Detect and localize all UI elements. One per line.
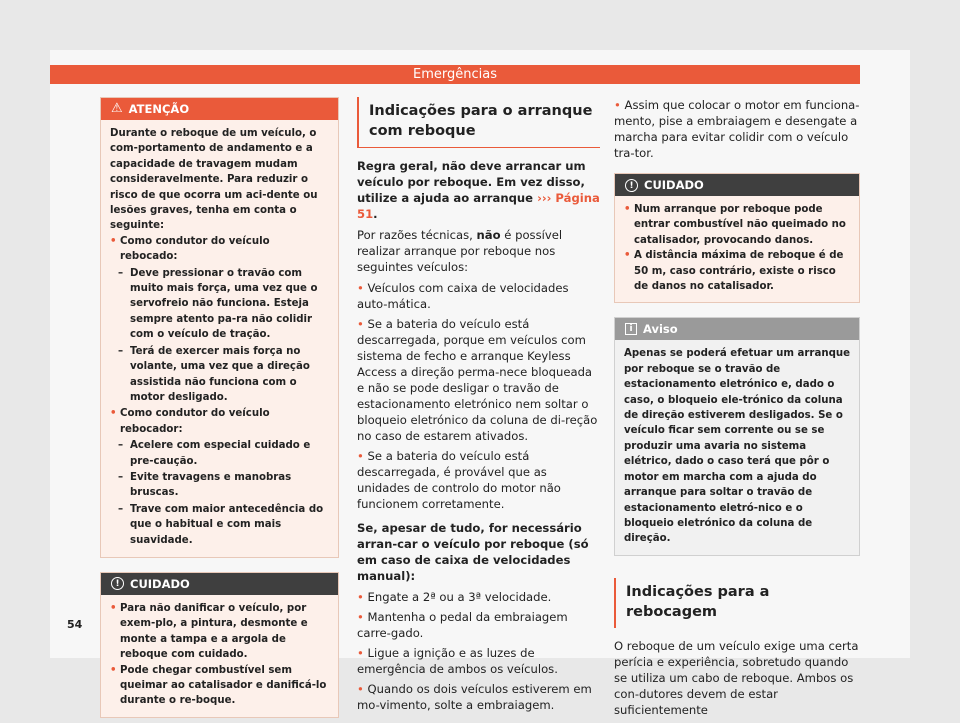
step-item: • Quando os dois veículos estiverem em mo-vimento, solte a embraiagem. — [357, 682, 592, 712]
section-title: Indicações para a rebocagem — [614, 578, 860, 628]
exclamation-circle-icon: ! — [111, 577, 124, 590]
warning-box — [100, 97, 339, 558]
section-title: Indicações para o arranque com reboque — [357, 97, 600, 147]
paragraph: O reboque de um veículo exige uma certa perícia e experiência, sobretudo quando se utiliza um cabo de reboque. Ambos os con-dutores devem de estar suficientemente — [614, 638, 859, 717]
caution-box-2 — [614, 173, 860, 303]
notice-text: Apenas se poderá efetuar um arranque por reboque se o travão de estacionamento eletrónico e, dado o caso, o bloqueio ele-trónico da coluna de direção estiverem desligados. Se o veículo ficar sem corrente ou se se produzir uma avaria no sistema elétrico, dado o caso terá que pôr o motor em marcha com a ajuda do arranque para soltar o travão de estacionamento eletró-nico e o bloqueio eletrónico da coluna de direção. — [624, 348, 851, 545]
warning-bullet: • Como condutor do veículo rebocado: — [110, 234, 330, 265]
warning-subitem: – Acelere com especial cuidado e pre-caução. — [110, 438, 330, 469]
step-item: • Engate a 2ª ou a 3ª velocidade. — [357, 590, 552, 604]
caution-bullet: • Pode chegar combustível sem queimar ao catalisador e danificá-lo durante o re-boque. — [110, 663, 330, 709]
paragraph: Por razões técnicas, não é possível realizar arranque por reboque nos seguintes veículos: — [357, 228, 563, 274]
page-header: Emergências — [50, 65, 860, 84]
step-item: • Mantenha o pedal da embraiagem carre-gado. — [357, 610, 568, 640]
list-item: • Se a bateria do veículo está descarregada, porque em veículos com sistema de fecho e arranque Keyless Access a direção perma-nece bloqueada e não se pode desligar o travão de estacionamento eletrónico nem soltar o bloqueio eletrónico da coluna de di-reção no caso de estarem ativados. — [357, 317, 598, 443]
list-item: • Se a bateria do veículo está descarregada, é provável que as unidades de controlo do motor não funcionem corretamente. — [357, 449, 561, 511]
caution-title: CUIDADO — [130, 576, 190, 591]
warning-header — [101, 98, 338, 120]
notice-box — [614, 317, 860, 555]
subheading: Se, apesar de tudo, for necessário arran-car o veículo por reboque (só em caso de caixa de velocidades manual): — [357, 521, 589, 583]
caution-bullet: • Num arranque por reboque pode entrar combustível não queimado no catalisador, provocando danos. — [624, 202, 851, 248]
warning-triangle-icon: ⚠ — [111, 101, 123, 116]
warning-title: ATENÇÃO — [128, 102, 190, 116]
step-item: • Ligue a ignição e as luzes de emergência de ambos os veículos. — [357, 646, 558, 676]
warning-subitem: – Deve pressionar o travão com muito mais força, uma vez que o servofreio não funciona. Esteja sempre atento pa-ra não colidir com o veículo de tração. — [110, 266, 330, 343]
list-item: • Veículos com caixa de velocidades auto-mática. — [357, 281, 569, 311]
exclamation-circle-icon: ! — [625, 179, 638, 192]
page-link[interactable]: ››› Página 51 — [357, 191, 600, 221]
column-3 — [614, 97, 860, 723]
warning-subitem: – Trave com maior antecedência do que o habitual e com mais suavidade. — [110, 502, 330, 548]
warning-bullet: • Como condutor do veículo rebocador: — [110, 406, 330, 437]
notice-title: Aviso — [643, 322, 678, 337]
caution-header — [615, 174, 859, 196]
page-number: 54 — [67, 618, 83, 631]
warning-subitem: – Evite travagens e manobras bruscas. — [110, 470, 330, 501]
lead-paragraph: Regra geral, não deve arrancar um veículo por reboque. Em vez disso, utilize a ajuda ao arranque ››› Página 51. — [357, 159, 600, 221]
caution-title: CUIDADO — [644, 178, 704, 192]
column-2 — [357, 97, 600, 717]
notice-header — [615, 318, 859, 340]
warning-intro: Durante o reboque de um veículo, o com-portamento de andamento e a capacidade de travagem mudam consideravelmente. Para reduzir o risco de que ocorra um aci-dente ou lesões graves, tenha em conta o seguinte: — [110, 128, 318, 232]
warning-subitem: – Terá de exercer mais força no volante, uma vez que a direção assistida não funciona com o motor desligado. — [110, 344, 330, 406]
caution-bullet: • Para não danificar o veículo, por exem-plo, a pintura, desmonte e monte a tampa e a argola de reboque com cuidado. — [110, 601, 330, 663]
step-item: • Assim que colocar o motor em funciona-mento, pise a embraiagem e desengate a marcha para evitar colidir com o veículo tra-tor. — [614, 98, 860, 160]
caution-header — [101, 573, 338, 595]
info-square-icon: i — [625, 323, 637, 335]
caution-box-1 — [100, 572, 339, 718]
column-1 — [100, 97, 339, 718]
caution-bullet: • A distância máxima de reboque é de 50 m, caso contrário, existe o risco de danos no catalisador. — [624, 248, 851, 294]
